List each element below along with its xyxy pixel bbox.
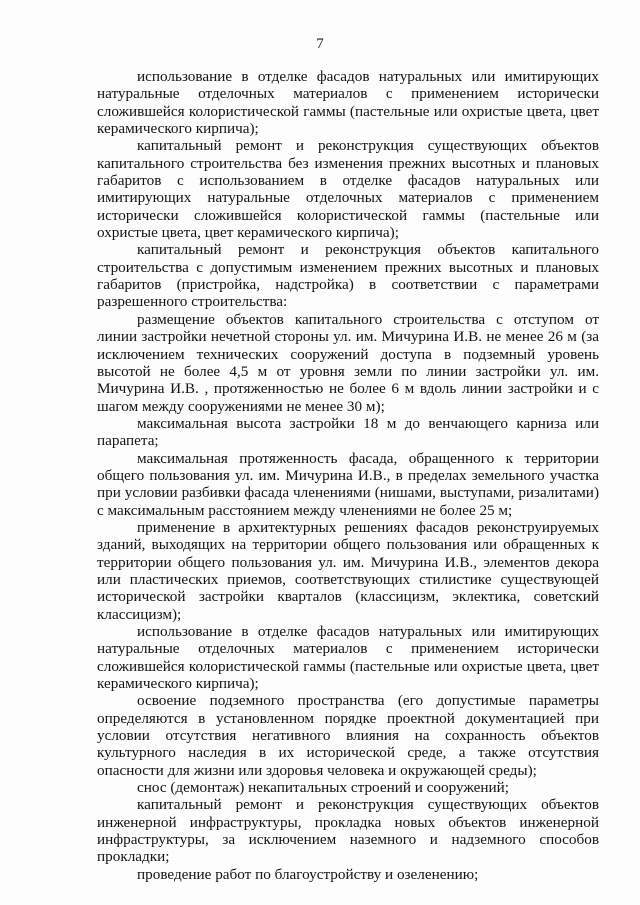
paragraph: использование в отделке фасадов натуральных или имитирующих натуральные отделочных материалов с применением исторически сложившейся колористической гаммы (пастельные или охристые цвета, цвет керамического кирпича);: [97, 623, 599, 693]
paragraph: максимальная протяженность фасада, обращенного к территории общего пользования ул. им. Мичурина И.В., в пределах земельного участка при условии разбивки фасада членениями (нишами, выступами, ризалитами) с максимальным расстоянием между членениями не более 25 м;: [97, 449, 599, 519]
page-number: 7: [316, 36, 324, 52]
paragraph: снос (демонтаж) некапитальных строений и сооружений;: [137, 779, 510, 797]
paragraph: освоение подземного пространства (его допустимые параметры определяются в установленном порядке проектной документацией при условии отсутствия негативного влияния на сохранность объектов культурного наследия в их исторической среде, а также отсутствия опасности для жизни или здоровья человека и окружающей среды);: [97, 692, 599, 779]
paragraph: использование в отделке фасадов натуральных или имитирующих натуральные отделочных материалов с применением исторически сложившейся колористической гаммы (пастельные или охристые цвета, цвет керамического кирпича);: [97, 68, 599, 138]
paragraph: капитальный ремонт и реконструкция существующих объектов инженерной инфраструктуры, прокладка новых объектов инженерной инфраструктуры, за исключением наземного и надземного способов прокладки;: [97, 796, 599, 866]
document-body: [97, 68, 599, 883]
paragraph: размещение объектов капитального строительства с отступом от линии застройки нечетной стороны ул. им. Мичурина И.В. не менее 26 м (за исключением технических сооружений доступа в подземный уровень высотой не более 4,5 м от уровня земли по линии застройки ул. им. Мичурина И.В. , протяженностью не более 6 м вдоль линии застройки и с шагом между сооружениями не менее 30 м);: [97, 310, 599, 415]
paragraph: максимальная высота застройки 18 м до венчающего карниза или парапета;: [97, 414, 599, 450]
paragraph: проведение работ по благоустройству и озеленению;: [137, 865, 479, 883]
paragraph: капитальный ремонт и реконструкция объектов капитального строительства с допустимым изменением прежних высотных и плановых габаритов (пристройка, надстройка) в соответствии с параметрами разрешенного строительства:: [97, 241, 599, 311]
paragraph: применение в архитектурных решениях фасадов реконструируемых зданий, выходящих на территории общего пользования или обращенных к территории общего пользования ул. им. Мичурина И.В., элементов декора или пластических приемов, соответствующих стилистике существующей исторической застройки кварталов (классицизм, эклектика, советский классицизм);: [97, 518, 599, 623]
paragraph: капитальный ремонт и реконструкция существующих объектов капитального строительства без изменения прежних высотных и плановых габаритов с использованием в отделке фасадов натуральных или имитирующих натуральные отделочных материалов с применением исторически сложившейся колористической гаммы (пастельные или охристые цвета, цвет керамического кирпича);: [97, 137, 599, 242]
